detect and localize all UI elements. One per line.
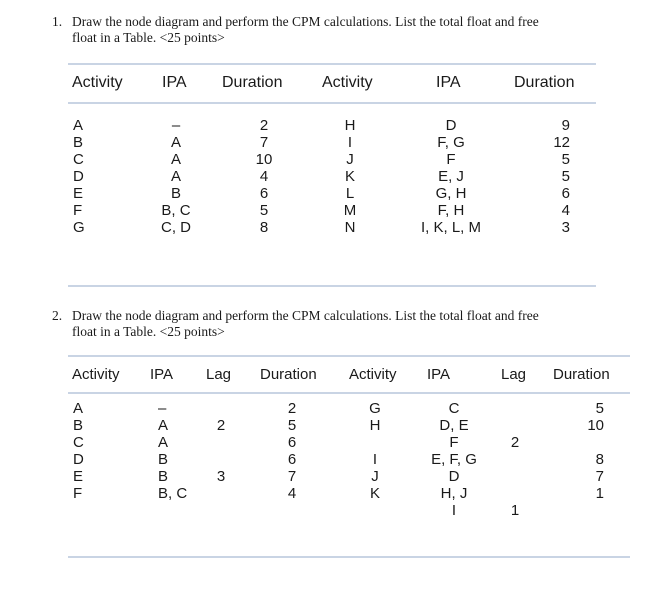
t1-ipa-2-cell: I, K, L, M bbox=[420, 219, 481, 236]
t2-activity-cell: C bbox=[73, 434, 84, 451]
t1-duration-cell: 8 bbox=[259, 219, 269, 236]
t2-activity-cell: D bbox=[73, 451, 84, 468]
t1-activity-2-cell: I bbox=[347, 134, 353, 151]
t2-header-ipa-2: IPA bbox=[427, 366, 451, 383]
t1-ipa-cell: – bbox=[171, 117, 181, 134]
t2-duration-cell: 7 bbox=[287, 468, 297, 485]
t2-lag-2-cell: 1 bbox=[510, 502, 520, 519]
t2-duration-cell: 6 bbox=[287, 434, 297, 451]
t1-activity-2-cell: J bbox=[346, 151, 354, 168]
question-2-line-1: Draw the node diagram and perform the CPM calculations. List the total float and free bbox=[72, 308, 539, 323]
t1-ipa-cell: A bbox=[170, 134, 181, 151]
t2-activity-2-cell: J bbox=[371, 468, 379, 485]
t2-duration-cell: 2 bbox=[287, 400, 297, 417]
t1-header-ipa-2: IPA bbox=[436, 74, 461, 91]
t2-ipa-2-cell: F bbox=[449, 434, 459, 451]
t2-ipa-cell: B bbox=[158, 468, 169, 485]
t2-activity-cell: B bbox=[73, 417, 84, 434]
t2-ipa-2-cell: I bbox=[451, 502, 457, 519]
t2-duration-2-cell: 10 bbox=[587, 417, 604, 434]
t2-ipa-cell: B bbox=[158, 451, 169, 468]
t2-lag-2-cell bbox=[500, 417, 530, 434]
t2-header-duration: Duration bbox=[260, 366, 317, 383]
t1-ipa-cell: C, D bbox=[161, 219, 191, 236]
t1-duration-2-cell: 12 bbox=[553, 134, 570, 151]
t1-duration-cell: 6 bbox=[259, 185, 269, 202]
t1-activity-2-cell: H bbox=[344, 117, 356, 134]
question-2-line-2: float in a Table. <25 points> bbox=[72, 324, 225, 339]
t2-activity-2-cell bbox=[360, 434, 390, 451]
t2-ipa-2-cell: E, F, G bbox=[431, 451, 477, 468]
t1-header-duration-2: Duration bbox=[514, 74, 575, 91]
t2-lag-cell: 3 bbox=[216, 468, 226, 485]
t1-ipa-cell: B, C bbox=[161, 202, 191, 219]
t1-ipa-2-cell: F, H bbox=[437, 202, 465, 219]
t2-activity-2-cell bbox=[360, 502, 390, 519]
t2-header-lag-2: Lag bbox=[501, 366, 527, 383]
t2-duration-2-cell: 8 bbox=[595, 451, 604, 468]
t2-duration-2-cell: 1 bbox=[595, 485, 604, 502]
t1-ipa-cell: A bbox=[170, 168, 181, 185]
t2-col-lag-2 bbox=[500, 400, 530, 519]
t2-activity-cell: F bbox=[73, 485, 83, 502]
t2-lag-2-cell: 2 bbox=[510, 434, 520, 451]
t2-activity-2-cell: G bbox=[369, 400, 381, 417]
t2-lag-cell: 2 bbox=[216, 417, 226, 434]
t1-duration-2-cell: 3 bbox=[561, 219, 570, 236]
table-2-bottom-rule bbox=[68, 556, 630, 558]
t2-duration-2-cell: 5 bbox=[595, 400, 604, 417]
t2-ipa-2-cell: D bbox=[448, 468, 460, 485]
table-1-bottom-rule bbox=[68, 285, 596, 287]
t1-col-ipa-2 bbox=[396, 117, 506, 236]
t1-activity-cell: B bbox=[73, 134, 84, 151]
t1-activity-2-cell: L bbox=[345, 185, 355, 202]
t2-header-ipa: IPA bbox=[150, 366, 174, 383]
t2-lag-2-cell bbox=[500, 485, 530, 502]
question-1-line-1: Draw the node diagram and perform the CPM calculations. List the total float and free bbox=[72, 14, 539, 29]
t2-ipa-cell: B, C bbox=[158, 485, 188, 502]
t2-lag-cell bbox=[206, 400, 236, 417]
t2-lag-2-cell bbox=[500, 451, 530, 468]
t1-header-activity: Activity bbox=[72, 74, 123, 91]
t2-duration-2-cell bbox=[560, 434, 604, 451]
t1-ipa-2-cell: E, J bbox=[438, 168, 464, 185]
t2-activity-2-cell: H bbox=[369, 417, 381, 434]
t2-ipa-cell: A bbox=[158, 417, 169, 434]
t2-col-duration bbox=[272, 400, 312, 502]
t2-activity-2-cell: K bbox=[369, 485, 380, 502]
t1-header-duration: Duration bbox=[222, 74, 283, 91]
t1-ipa-2-cell: F, G bbox=[437, 134, 465, 151]
t2-lag-2-cell bbox=[500, 400, 530, 417]
t1-activity-2-cell: M bbox=[343, 202, 357, 219]
question-1-line-2: float in a Table. <25 points> bbox=[72, 30, 225, 45]
t2-ipa-2-cell: C bbox=[448, 400, 460, 417]
t1-duration-2-cell: 9 bbox=[561, 117, 570, 134]
t1-activity-cell: E bbox=[73, 185, 84, 202]
t1-ipa-cell: A bbox=[170, 151, 181, 168]
t1-duration-2-cell: 5 bbox=[561, 151, 570, 168]
t2-col-lag bbox=[206, 400, 236, 502]
t2-duration-2-cell bbox=[560, 502, 604, 519]
t2-col-activity-2 bbox=[360, 400, 390, 519]
t1-activity-cell: G bbox=[73, 219, 85, 236]
t2-col-duration-2 bbox=[560, 400, 604, 519]
t1-activity-2-cell: K bbox=[344, 168, 355, 185]
t2-col-ipa-2 bbox=[414, 400, 494, 519]
t2-activity-cell: E bbox=[73, 468, 84, 485]
t1-ipa-cell: B bbox=[170, 185, 181, 202]
question-1-text bbox=[52, 14, 652, 46]
t1-duration-2-cell: 5 bbox=[561, 168, 570, 185]
table-2-top-rule bbox=[68, 355, 630, 357]
t2-activity-2-cell: I bbox=[372, 451, 378, 468]
t1-ipa-2-cell: D bbox=[445, 117, 457, 134]
question-2-number: 2. bbox=[52, 308, 63, 323]
t1-header-activity-2: Activity bbox=[322, 74, 373, 91]
t1-duration-cell: 10 bbox=[255, 151, 273, 168]
t1-duration-cell: 4 bbox=[259, 168, 269, 185]
t1-col-duration bbox=[234, 117, 294, 236]
t2-lag-cell bbox=[206, 485, 236, 502]
t2-lag-cell bbox=[206, 434, 236, 451]
t1-col-duration-2 bbox=[520, 117, 570, 236]
t1-ipa-2-cell: F bbox=[446, 151, 456, 168]
t2-lag-2-cell bbox=[500, 468, 530, 485]
t1-duration-cell: 2 bbox=[259, 117, 269, 134]
t2-ipa-cell: – bbox=[158, 400, 167, 417]
question-1-number: 1. bbox=[52, 14, 63, 29]
t2-header-duration-2: Duration bbox=[553, 366, 610, 383]
t2-duration-cell: 5 bbox=[287, 417, 297, 434]
table-2-header-rule bbox=[68, 392, 630, 394]
t1-activity-cell: C bbox=[73, 151, 84, 168]
t2-header-lag: Lag bbox=[206, 366, 232, 383]
t2-duration-2-cell: 7 bbox=[595, 468, 604, 485]
t2-header-activity-2: Activity bbox=[349, 366, 397, 383]
t1-activity-cell: D bbox=[73, 168, 84, 185]
t2-col-activity bbox=[73, 400, 103, 502]
t1-col-ipa bbox=[136, 117, 216, 236]
t2-duration-cell: 4 bbox=[287, 485, 297, 502]
t2-ipa-cell: A bbox=[158, 434, 169, 451]
t2-duration-cell: 6 bbox=[287, 451, 297, 468]
t2-ipa-2-cell: D, E bbox=[439, 417, 469, 434]
t1-header-ipa: IPA bbox=[162, 74, 187, 91]
t2-header-activity: Activity bbox=[72, 366, 120, 383]
t1-activity-2-cell: N bbox=[344, 219, 356, 236]
t1-activity-cell: F bbox=[73, 202, 83, 219]
t1-duration-cell: 5 bbox=[259, 202, 269, 219]
t1-duration-2-cell: 4 bbox=[561, 202, 570, 219]
t1-col-activity bbox=[73, 117, 103, 236]
table-1-header-rule bbox=[68, 102, 596, 104]
t2-lag-cell bbox=[206, 451, 236, 468]
t1-activity-cell: A bbox=[73, 117, 84, 134]
t2-col-ipa bbox=[158, 400, 208, 502]
t1-duration-cell: 7 bbox=[259, 134, 269, 151]
question-2-text bbox=[52, 308, 652, 340]
t2-activity-cell: A bbox=[73, 400, 84, 417]
t1-col-activity-2 bbox=[330, 117, 370, 236]
t2-ipa-2-cell: H, J bbox=[440, 485, 468, 502]
t1-duration-2-cell: 6 bbox=[561, 185, 570, 202]
table-1-top-rule bbox=[68, 63, 596, 65]
t1-ipa-2-cell: G, H bbox=[435, 185, 467, 202]
